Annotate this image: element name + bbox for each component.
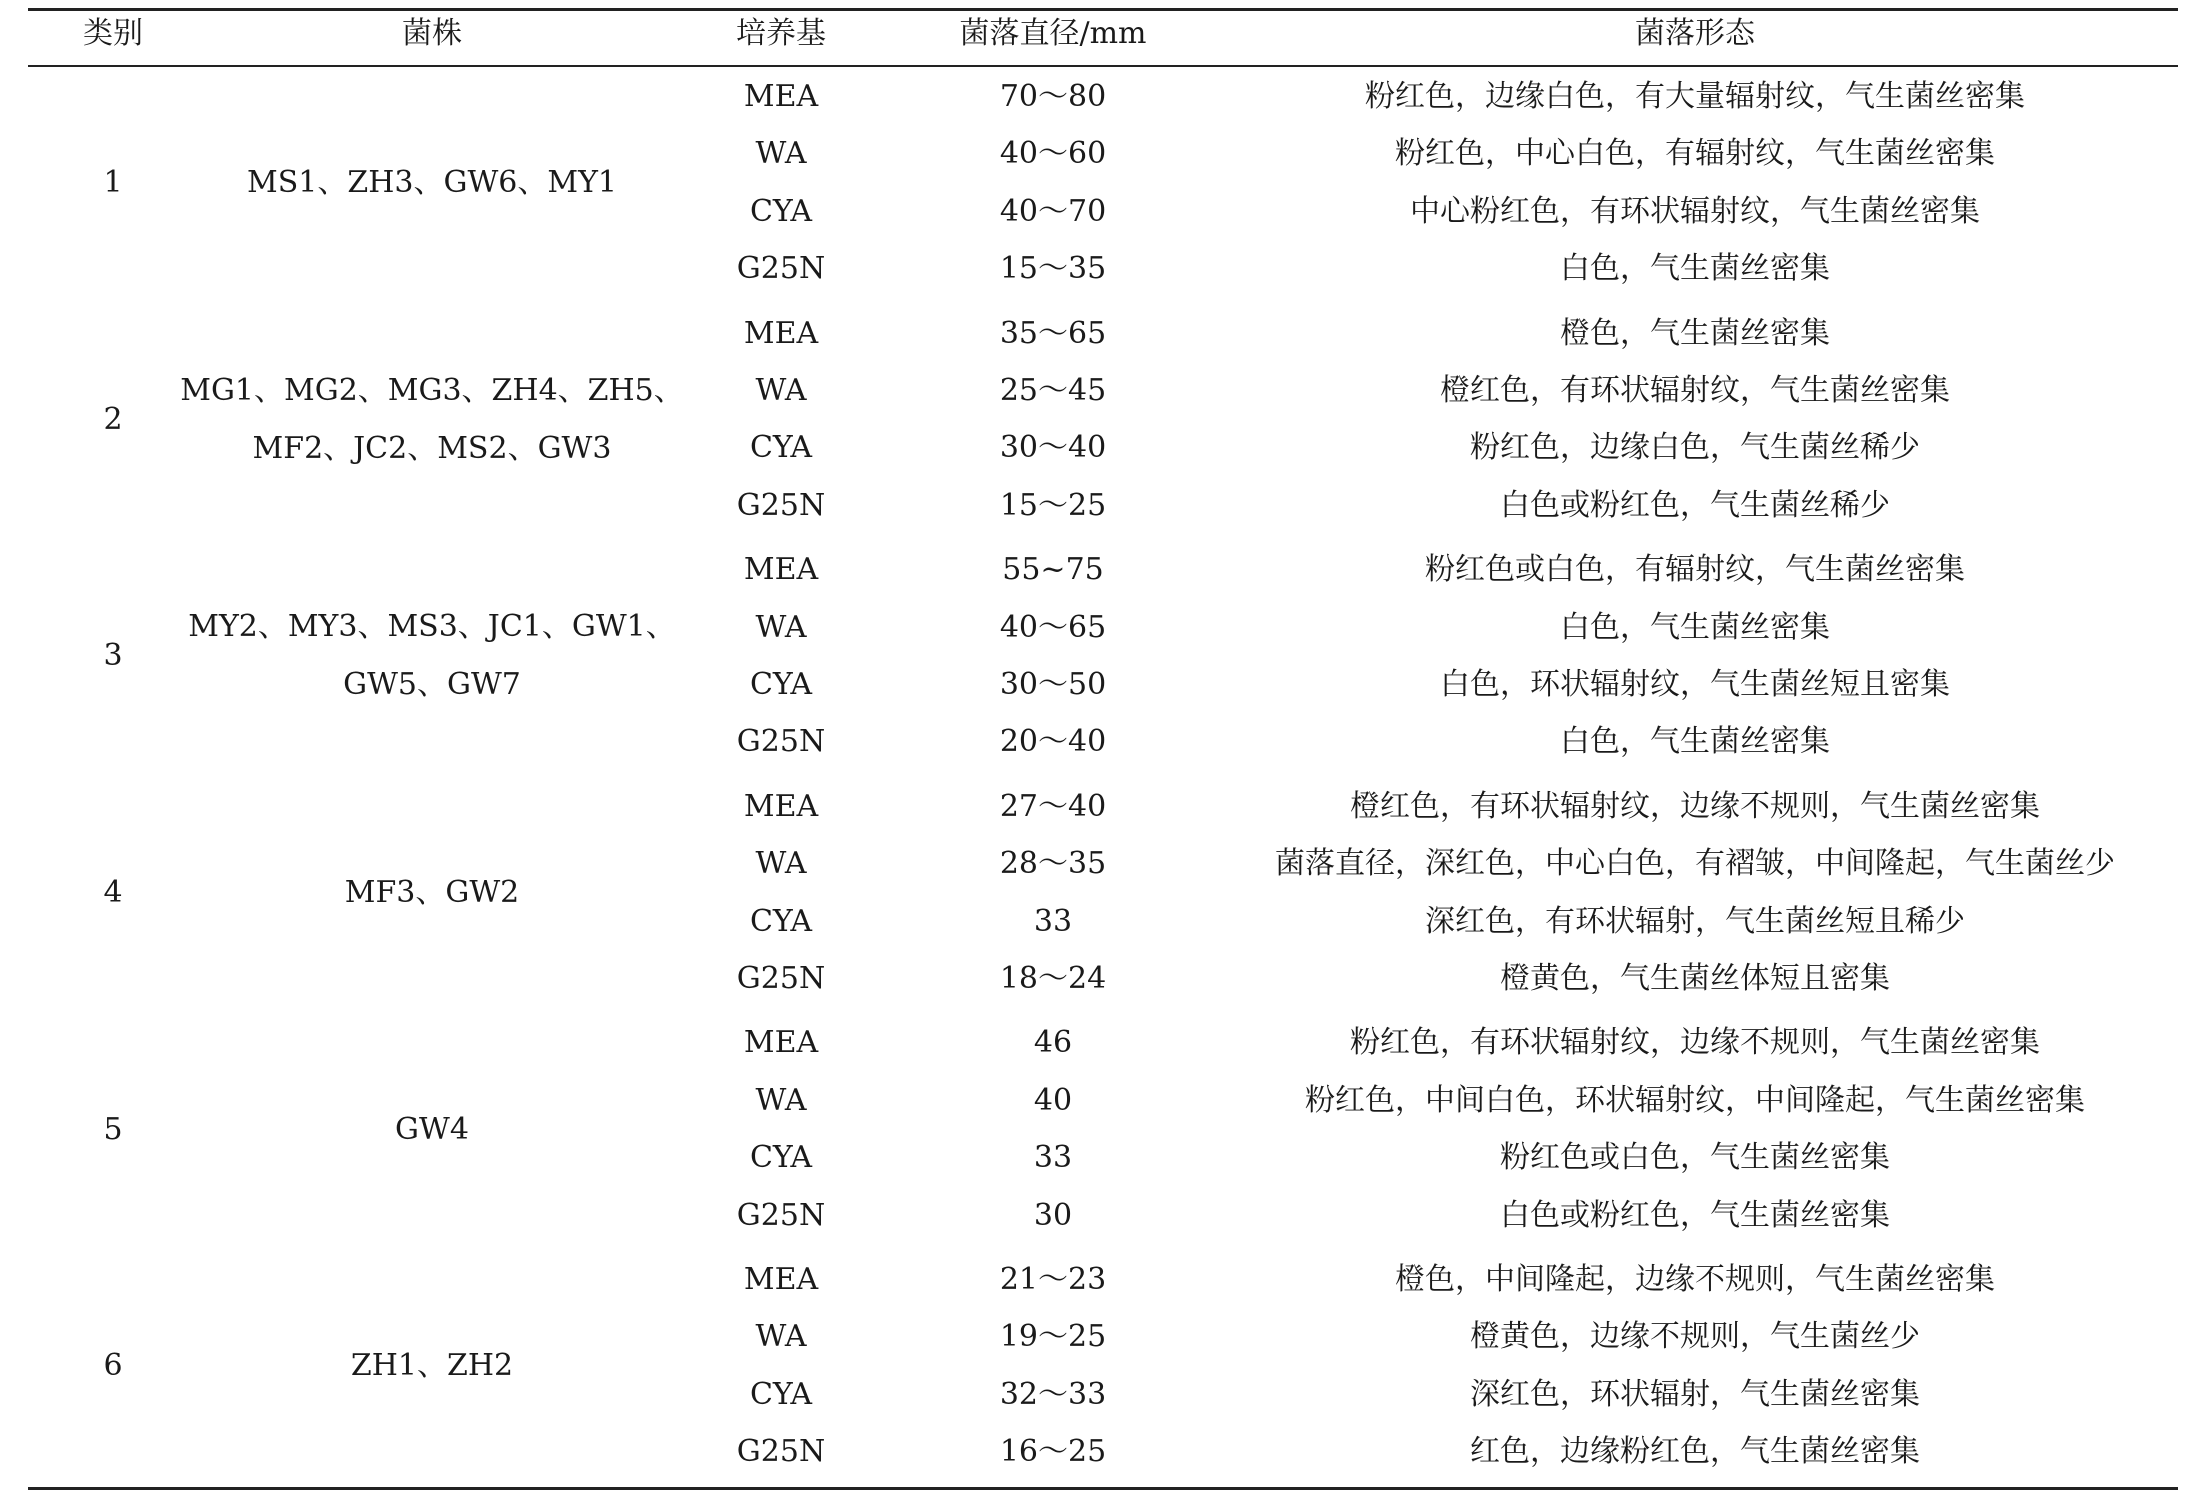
table-header-rule — [28, 65, 2178, 67]
table-cell-medium: G25N — [736, 1434, 826, 1470]
table-cell-medium: CYA — [749, 903, 813, 939]
table-cell-strains: MG1、MG2、MG3、ZH4、ZH5、 — [180, 372, 684, 408]
table-cell-morphology: 橙红色，有环状辐射纹，边缘不规则，气生菌丝密集 — [1350, 788, 2040, 824]
table-cell-medium: WA — [755, 609, 807, 645]
table-cell-diameter: 55~75 — [1002, 552, 1104, 588]
table-cell-medium: MEA — [743, 788, 819, 824]
header-strains: 菌株 — [402, 16, 462, 51]
table-cell-diameter: 21～23 — [999, 1262, 1107, 1297]
header-diameter: 菌落直径/mm — [959, 16, 1147, 51]
table-cell-diameter: 30～40 — [999, 430, 1107, 466]
table-cell-diameter: 18～24 — [999, 961, 1107, 996]
table-cell-diameter: 28～35 — [999, 846, 1107, 882]
table-cell-medium: G25N — [736, 487, 826, 523]
table-cell-medium: CYA — [749, 667, 813, 702]
table-cell-morphology: 红色，边缘粉红色，气生菌丝密集 — [1470, 1434, 1920, 1470]
table-cell-strains: GW4 — [395, 1111, 469, 1147]
table-cell-medium: WA — [755, 1319, 807, 1355]
table-cell-medium: G25N — [736, 724, 826, 760]
table-cell-medium: WA — [755, 136, 807, 172]
table-cell-morphology: 深红色，环状辐射，气生菌丝密集 — [1470, 1376, 1920, 1412]
table-cell-diameter: 30 — [1033, 1197, 1073, 1233]
table-cell-category: 3 — [103, 638, 123, 674]
table-cell-category: 4 — [103, 874, 123, 910]
colony-morphology-table — [28, 0, 2178, 1499]
table-cell-diameter: 15～25 — [999, 487, 1107, 523]
header-medium: 培养基 — [736, 16, 826, 51]
table-cell-morphology: 橙色，气生菌丝密集 — [1560, 315, 1830, 351]
table-cell-morphology: 粉红色或白色，气生菌丝密集 — [1500, 1140, 1890, 1176]
table-cell-medium: CYA — [749, 1376, 813, 1412]
table-cell-morphology: 橙黄色，边缘不规则，气生菌丝少 — [1470, 1319, 1920, 1355]
table-cell-diameter: 16～25 — [999, 1434, 1107, 1470]
table-cell-diameter: 33 — [1033, 903, 1073, 939]
table-cell-category: 1 — [103, 165, 123, 201]
table-cell-diameter: 33 — [1033, 1140, 1073, 1176]
table-cell-medium: G25N — [736, 251, 826, 287]
table-cell-diameter: 20～40 — [999, 724, 1107, 760]
table-cell-diameter: 32～33 — [999, 1376, 1107, 1412]
table-cell-morphology: 白色，气生菌丝密集 — [1560, 609, 1830, 645]
table-cell-morphology: 橙红色，有环状辐射纹，气生菌丝密集 — [1440, 373, 1950, 408]
table-cell-diameter: 40～70 — [999, 193, 1107, 229]
table-cell-medium: MEA — [743, 1025, 819, 1061]
table-cell-medium: CYA — [749, 193, 813, 229]
table-cell-diameter: 19～25 — [999, 1319, 1107, 1355]
table-cell-medium: MEA — [743, 315, 819, 351]
table-cell-diameter: 35～65 — [999, 315, 1107, 351]
table-cell-category: 2 — [103, 401, 123, 437]
table-cell-morphology: 白色或粉红色，气生菌丝密集 — [1500, 1197, 1890, 1233]
table-cell-morphology: 菌落直径，深红色，中心白色，有褶皱，中间隆起，气生菌丝少 — [1275, 846, 2115, 882]
table-cell-category: 5 — [103, 1111, 123, 1147]
table-cell-morphology: 粉红色，有环状辐射纹，边缘不规则，气生菌丝密集 — [1350, 1025, 2040, 1061]
table-cell-morphology: 中心粉红色，有环状辐射纹，气生菌丝密集 — [1410, 193, 1980, 229]
table-cell-medium: WA — [755, 373, 807, 408]
table-cell-morphology: 白色，环状辐射纹，气生菌丝短且密集 — [1440, 667, 1950, 702]
header-category: 类别 — [83, 16, 143, 51]
table-cell-morphology: 橙黄色，气生菌丝体短且密集 — [1500, 961, 1890, 996]
table-cell-morphology: 深红色，有环状辐射，气生菌丝短且稀少 — [1425, 903, 1965, 939]
table-cell-medium: G25N — [736, 961, 826, 996]
table-cell-diameter: 25～45 — [999, 373, 1107, 408]
table-cell-morphology: 粉红色，边缘白色，有大量辐射纹，气生菌丝密集 — [1365, 79, 2025, 114]
table-cell-diameter: 70～80 — [999, 79, 1107, 114]
table-cell-diameter: 40 — [1033, 1082, 1073, 1118]
table-bottom-rule — [28, 1487, 2178, 1490]
table-cell-medium: MEA — [743, 1262, 819, 1297]
table-cell-medium: CYA — [749, 430, 813, 466]
table-cell-strains: MY2、MY3、MS3、JC1、GW1、 — [188, 609, 676, 645]
table-cell-medium: MEA — [743, 79, 819, 114]
table-top-rule — [28, 8, 2178, 11]
table-cell-medium: WA — [755, 1082, 807, 1118]
table-cell-morphology: 橙色，中间隆起，边缘不规则，气生菌丝密集 — [1395, 1262, 1995, 1297]
table-cell-diameter: 46 — [1033, 1025, 1073, 1061]
table-cell-diameter: 40～65 — [999, 609, 1107, 645]
table-cell-diameter: 15～35 — [999, 251, 1107, 287]
table-cell-morphology: 白色，气生菌丝密集 — [1560, 251, 1830, 287]
table-cell-category: 6 — [103, 1348, 123, 1384]
table-cell-medium: WA — [755, 846, 807, 882]
table-cell-diameter: 30～50 — [999, 667, 1107, 702]
table-cell-strains: MS1、ZH3、GW6、MY1 — [247, 165, 617, 201]
header-morphology: 菌落形态 — [1635, 16, 1755, 51]
table-cell-medium: G25N — [736, 1197, 826, 1233]
table-cell-morphology: 粉红色，中心白色，有辐射纹，气生菌丝密集 — [1395, 136, 1995, 172]
table-cell-morphology: 粉红色，边缘白色，气生菌丝稀少 — [1470, 430, 1920, 466]
table-cell-morphology: 白色，气生菌丝密集 — [1560, 724, 1830, 760]
table-cell-diameter: 40～60 — [999, 136, 1107, 172]
table-cell-morphology: 白色或粉红色，气生菌丝稀少 — [1500, 487, 1890, 523]
table-cell-medium: MEA — [743, 552, 819, 588]
table-cell-morphology: 粉红色或白色，有辐射纹，气生菌丝密集 — [1425, 552, 1965, 588]
table-cell-diameter: 27～40 — [999, 788, 1107, 824]
table-cell-strains: GW5、GW7 — [343, 667, 521, 703]
table-cell-strains: ZH1、ZH2 — [350, 1348, 514, 1384]
table-cell-morphology: 粉红色，中间白色，环状辐射纹，中间隆起，气生菌丝密集 — [1305, 1082, 2085, 1118]
table-cell-strains: MF3、GW2 — [344, 874, 520, 910]
table-cell-strains: MF2、JC2、MS2、GW3 — [252, 430, 612, 466]
table-cell-medium: CYA — [749, 1140, 813, 1176]
